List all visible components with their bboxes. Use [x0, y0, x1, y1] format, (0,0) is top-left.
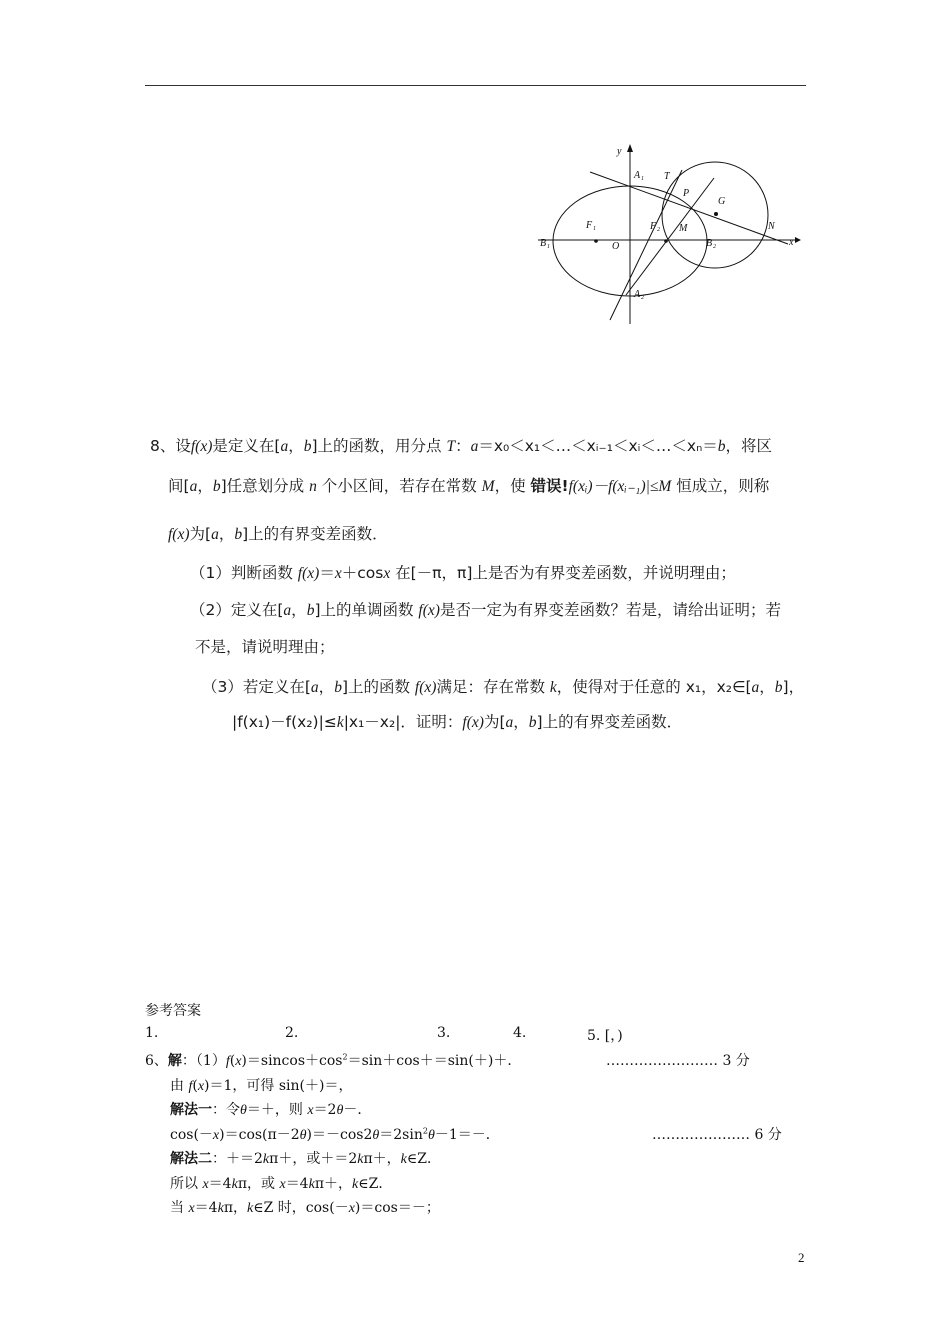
- label-a1-sub: 1: [641, 176, 644, 182]
- point-f1: [594, 239, 598, 243]
- answer-5: 5. [，): [587, 1028, 623, 1044]
- answer6-line4: $\cos(-x)=\cos(\pi-2\theta)=-\cos 2\theta=2\sin^2\theta-1=-$．: [170, 1126, 500, 1143]
- point-f2: [664, 239, 668, 243]
- answer-1: 1.: [145, 1025, 159, 1041]
- problem8-part2: （2）定义在[a，b]上的单调函数 f(x)是否一定为有界变差函数？若是，请给出证明；若: [190, 601, 781, 619]
- answer6-line7: 当 x＝4kπ，k∈Z 时，cos(－x)＝cos＝－；: [170, 1200, 440, 1216]
- answer6-line2: 由 f(x)＝1，可得 sin(＋)＝，: [170, 1078, 353, 1094]
- label-o: O: [612, 241, 620, 252]
- label-x: x: [789, 237, 794, 248]
- label-b2-sub: 2: [713, 244, 716, 250]
- label-t: T: [664, 171, 670, 182]
- answer6-line5: 解法二：＋＝2kπ＋，或＋＝2kπ＋，k∈Z．: [170, 1151, 441, 1167]
- label-f2: F: [650, 221, 657, 232]
- page-number: 2: [798, 1250, 805, 1265]
- label-n: N: [768, 221, 775, 232]
- answer6-line1: 6、解：$(1)f(x)=sincos+\cos^2=\sin+\cos+=\sin(+)+$．: [145, 1052, 522, 1069]
- problem8-line2: 间[a，b]任意划分成 n 个小区间，若存在常数 M，使 错误!f(xᵢ)－f(xᵢ₋₁)|≤M 恒成立，则称: [168, 477, 770, 495]
- label-y: y: [617, 146, 622, 157]
- problem8-part2-cont: 不是，请说明理由；: [195, 638, 335, 656]
- label-p: P: [683, 188, 690, 199]
- answer-2: 2.: [285, 1025, 299, 1041]
- point-g: [714, 212, 718, 216]
- label-f2-sub: 2: [657, 227, 660, 233]
- y-axis-arrow: [627, 144, 633, 152]
- label-a2-sub: 2: [641, 295, 644, 301]
- header-rule: [145, 85, 806, 86]
- label-m: M: [679, 223, 688, 234]
- problem8-line1: 8、设f(x)是定义在[a，b]上的函数，用分点 T：a＝x₀＜x₁＜…＜xᵢ₋₁＜xᵢ＜…＜xₙ＝b，将区: [150, 437, 773, 455]
- label-b1: B: [540, 238, 547, 249]
- x-axis-arrow: [795, 237, 801, 243]
- label-a1: A: [634, 170, 641, 181]
- answer6-line4-score: ………………… 6 分: [652, 1127, 782, 1143]
- answer6-line3: 解法一：令θ＝＋，则 x＝2θ－．: [170, 1102, 372, 1118]
- answer6-line1-score: …………………… 3 分: [606, 1053, 750, 1069]
- ellipse-circle-figure: [530, 140, 810, 330]
- answer-3: 3.: [437, 1025, 451, 1041]
- label-b1-sub: 1: [547, 244, 550, 250]
- problem8-part3: （3）若定义在[a，b]上的函数 f(x)满足：存在常数 k，使得对于任意的 x₁，x₂∈[a，b]，: [202, 678, 805, 696]
- problem8-part3-cont: |f(x₁)－f(x₂)|≤k|x₁－x₂|．证明：f(x)为[a，b]上的有界变差函数．: [232, 713, 683, 731]
- problem8-part1: （1）判断函数 f(x)＝x＋cosx 在[－π，π]上是否为有界变差函数，并说明理由；: [190, 564, 736, 582]
- label-f1-sub: 1: [593, 226, 596, 232]
- label-f1: F: [586, 220, 593, 231]
- problem8-line3: f(x)为[a，b]上的有界变差函数．: [168, 525, 388, 543]
- answer6-line6: 所以 x＝4kπ，或 x＝4kπ＋，k∈Z．: [170, 1176, 393, 1192]
- answers-title: 参考答案: [145, 1003, 201, 1019]
- answer-4: 4.: [513, 1025, 527, 1041]
- line-tn: [590, 172, 788, 244]
- label-a2: A: [634, 289, 641, 300]
- label-b2: B: [706, 238, 713, 249]
- label-g: G: [718, 196, 726, 207]
